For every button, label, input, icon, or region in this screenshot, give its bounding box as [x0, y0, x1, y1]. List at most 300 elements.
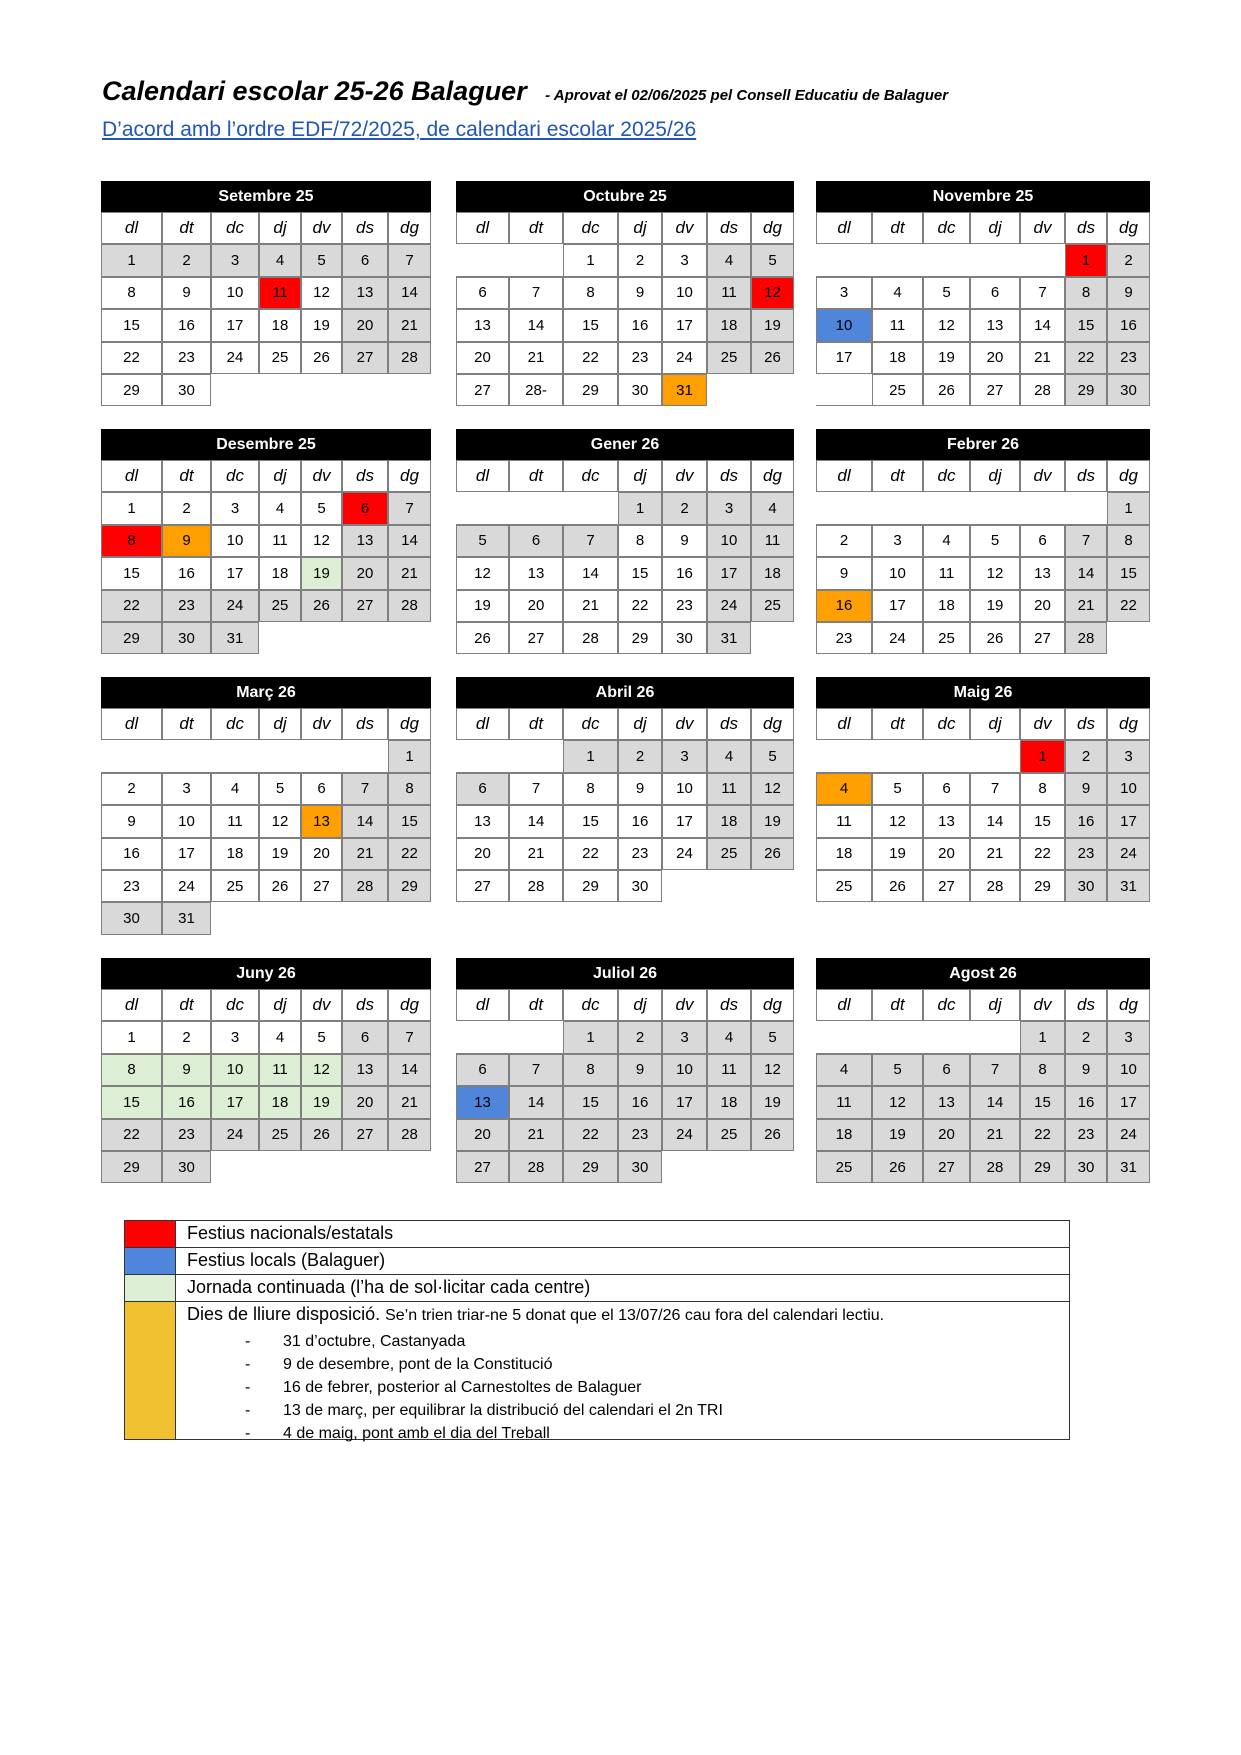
day-cell: 23 [1065, 838, 1107, 870]
weekday-header: ds [707, 708, 751, 740]
empty-day-cell [342, 740, 388, 772]
free-day-item: - 9 de desembre, pont de la Constitució [225, 1353, 723, 1376]
day-cell: 25 [872, 374, 923, 406]
order-link[interactable]: D’acord amb l’ordre EDF/72/2025, de calendari escolar 2025/26 [102, 118, 697, 141]
day-cell: 21 [509, 1119, 563, 1151]
day-cell: 13 [456, 805, 509, 837]
day-cell: 9 [101, 805, 162, 837]
day-cell: 8 [563, 277, 618, 309]
weekday-header: dt [509, 460, 563, 492]
empty-day-cell [872, 492, 923, 524]
day-cell: 3 [662, 244, 707, 276]
day-cell: 4 [923, 525, 970, 557]
day-cell: 3 [211, 244, 259, 276]
month-title: Abril 26 [456, 677, 794, 708]
day-cell: 6 [342, 244, 388, 276]
day-cell: 10 [662, 277, 707, 309]
day-cell: 20 [923, 838, 970, 870]
weekday-header: dl [456, 212, 509, 244]
weekday-header: dt [872, 989, 923, 1021]
weekday-header: dl [816, 460, 872, 492]
weekday-header: dc [211, 989, 259, 1021]
weekday-header: dc [211, 460, 259, 492]
day-cell: 28- [509, 374, 563, 406]
day-cell: 9 [1107, 277, 1150, 309]
day-cell: 19 [923, 342, 970, 374]
weekday-header: dj [618, 989, 662, 1021]
day-cell: 13 [342, 277, 388, 309]
weekday-header: dv [1020, 212, 1065, 244]
empty-day-cell [162, 740, 211, 772]
day-cell: 12 [301, 1054, 342, 1086]
weekday-header: dg [1107, 708, 1150, 740]
legend-national-label: Festius nacionals/estatals [187, 1223, 394, 1243]
empty-day-cell [456, 492, 509, 524]
day-cell: 17 [662, 309, 707, 341]
day-cell: 26 [751, 342, 794, 374]
day-cell: 27 [1020, 622, 1065, 654]
day-cell: 15 [563, 309, 618, 341]
approval-note: - Aprovat el 02/06/2025 pel Consell Educatiu de Balaguer [545, 87, 949, 104]
day-cell: 4 [259, 1021, 301, 1053]
local-holiday-swatch [125, 1248, 176, 1274]
free-day-item: - 13 de març, per equilibrar la distribució del calendari el 2n TRI [225, 1399, 723, 1422]
weekday-header: dt [162, 212, 211, 244]
day-cell: 28 [509, 870, 563, 902]
legend-local-label: Festius locals (Balaguer) [187, 1250, 386, 1270]
day-cell: 5 [259, 773, 301, 805]
day-cell: 6 [301, 773, 342, 805]
day-cell: 30 [101, 902, 162, 934]
day-cell: 22 [101, 342, 162, 374]
day-cell: 14 [1065, 557, 1107, 589]
empty-day-cell [816, 374, 872, 406]
month-title: Setembre 25 [101, 181, 431, 212]
day-cell: 24 [872, 622, 923, 654]
weekday-header: dt [162, 708, 211, 740]
day-cell: 20 [1020, 590, 1065, 622]
day-cell: 8 [101, 277, 162, 309]
day-cell: 6 [456, 773, 509, 805]
day-cell: 4 [707, 1021, 751, 1053]
day-cell: 16 [618, 309, 662, 341]
day-cell: 16 [162, 557, 211, 589]
empty-day-cell [456, 740, 509, 772]
day-cell: 6 [342, 1021, 388, 1053]
empty-day-cell [872, 1021, 923, 1053]
weekday-header: dv [662, 708, 707, 740]
day-cell: 23 [662, 590, 707, 622]
day-cell: 1 [563, 1021, 618, 1053]
weekday-header: dt [509, 708, 563, 740]
day-cell: 6 [923, 773, 970, 805]
calendar-title: Calendari escolar 25-26 Balaguer [102, 76, 527, 106]
weekday-header: dg [1107, 212, 1150, 244]
continuous-day-swatch [125, 1275, 176, 1301]
day-cell: 2 [618, 244, 662, 276]
day-cell: 2 [816, 525, 872, 557]
weekday-header: dt [162, 460, 211, 492]
day-cell: 16 [162, 309, 211, 341]
day-cell: 10 [816, 309, 872, 341]
day-cell: 31 [662, 374, 707, 406]
weekday-header: dt [872, 708, 923, 740]
weekday-header: dv [1020, 708, 1065, 740]
day-cell: 2 [1065, 740, 1107, 772]
weekday-header: ds [342, 212, 388, 244]
day-cell: 15 [1020, 805, 1065, 837]
empty-day-cell [456, 1021, 509, 1053]
day-cell: 7 [342, 773, 388, 805]
day-cell: 30 [162, 1151, 211, 1183]
weekday-header: dt [872, 460, 923, 492]
month-title: Gener 26 [456, 429, 794, 460]
empty-day-cell [970, 492, 1020, 524]
day-cell: 27 [923, 870, 970, 902]
day-cell: 16 [816, 590, 872, 622]
day-cell: 27 [923, 1151, 970, 1183]
weekday-header: dv [662, 989, 707, 1021]
day-cell: 20 [923, 1119, 970, 1151]
day-cell: 30 [618, 870, 662, 902]
day-cell: 14 [970, 805, 1020, 837]
day-cell: 19 [456, 590, 509, 622]
weekday-header: dl [101, 708, 162, 740]
empty-day-cell [923, 740, 970, 772]
day-cell: 19 [751, 309, 794, 341]
day-cell: 29 [563, 1151, 618, 1183]
day-cell: 21 [388, 309, 431, 341]
day-cell: 29 [388, 870, 431, 902]
day-cell: 6 [342, 492, 388, 524]
day-cell: 25 [816, 870, 872, 902]
day-cell: 10 [662, 773, 707, 805]
day-cell: 15 [563, 1086, 618, 1118]
day-cell: 12 [970, 557, 1020, 589]
weekday-header: dl [816, 989, 872, 1021]
day-cell: 2 [101, 773, 162, 805]
day-cell: 28 [509, 1151, 563, 1183]
weekday-header: dv [662, 460, 707, 492]
day-cell: 2 [1065, 1021, 1107, 1053]
day-cell: 13 [923, 1086, 970, 1118]
day-cell: 22 [1020, 1119, 1065, 1151]
day-cell: 20 [342, 309, 388, 341]
weekday-header: ds [1065, 212, 1107, 244]
weekday-header: dg [751, 460, 794, 492]
day-cell: 3 [872, 525, 923, 557]
day-cell: 15 [388, 805, 431, 837]
day-cell: 14 [342, 805, 388, 837]
day-cell: 15 [101, 557, 162, 589]
day-cell: 19 [751, 1086, 794, 1118]
legend-local [125, 1248, 1069, 1275]
empty-day-cell [816, 740, 872, 772]
day-cell: 18 [211, 838, 259, 870]
day-cell: 16 [101, 838, 162, 870]
day-cell: 12 [259, 805, 301, 837]
day-cell: 20 [456, 342, 509, 374]
empty-day-cell [563, 492, 618, 524]
weekday-header: dj [618, 460, 662, 492]
day-cell: 7 [509, 1054, 563, 1086]
weekday-header: dt [509, 212, 563, 244]
day-cell: 18 [259, 1086, 301, 1118]
day-cell: 18 [923, 590, 970, 622]
day-cell: 17 [872, 590, 923, 622]
weekday-header: dv [662, 212, 707, 244]
day-cell: 2 [618, 1021, 662, 1053]
day-cell: 22 [101, 1119, 162, 1151]
day-cell: 21 [388, 557, 431, 589]
weekday-header: dc [211, 212, 259, 244]
day-cell: 13 [509, 557, 563, 589]
weekday-header: dl [816, 212, 872, 244]
day-cell: 10 [872, 557, 923, 589]
empty-day-cell [509, 1021, 563, 1053]
day-cell: 21 [1020, 342, 1065, 374]
day-cell: 26 [872, 1151, 923, 1183]
weekday-header: dl [456, 989, 509, 1021]
day-cell: 4 [751, 492, 794, 524]
day-cell: 11 [816, 805, 872, 837]
day-cell: 16 [1107, 309, 1150, 341]
day-cell: 17 [1107, 805, 1150, 837]
day-cell: 15 [1020, 1086, 1065, 1118]
day-cell: 8 [388, 773, 431, 805]
day-cell: 22 [1107, 590, 1150, 622]
day-cell: 27 [456, 1151, 509, 1183]
day-cell: 29 [101, 1151, 162, 1183]
day-cell: 21 [970, 838, 1020, 870]
empty-day-cell [1020, 244, 1065, 276]
day-cell: 7 [970, 773, 1020, 805]
day-cell: 31 [162, 902, 211, 934]
day-cell: 8 [618, 525, 662, 557]
legend-free-title: Dies de lliure disposició. [187, 1304, 381, 1324]
day-cell: 22 [1065, 342, 1107, 374]
day-cell: 7 [1020, 277, 1065, 309]
day-cell: 20 [342, 557, 388, 589]
month-title: Juny 26 [101, 958, 431, 989]
day-cell: 3 [662, 1021, 707, 1053]
day-cell: 18 [872, 342, 923, 374]
day-cell: 20 [509, 590, 563, 622]
empty-day-cell [816, 244, 872, 276]
weekday-header: dj [970, 460, 1020, 492]
day-cell: 20 [342, 1086, 388, 1118]
month-title: Octubre 25 [456, 181, 794, 212]
day-cell: 26 [751, 838, 794, 870]
day-cell: 6 [923, 1054, 970, 1086]
empty-day-cell [970, 244, 1020, 276]
day-cell: 11 [259, 1054, 301, 1086]
legend [124, 1220, 1070, 1440]
weekday-header: dt [509, 989, 563, 1021]
day-cell: 1 [388, 740, 431, 772]
weekday-header: dg [388, 708, 431, 740]
weekday-header: ds [342, 989, 388, 1021]
day-cell: 28 [970, 870, 1020, 902]
day-cell: 1 [1065, 244, 1107, 276]
day-cell: 11 [707, 277, 751, 309]
day-cell: 3 [162, 773, 211, 805]
day-cell: 2 [162, 244, 211, 276]
weekday-header: dj [970, 989, 1020, 1021]
day-cell: 1 [1107, 492, 1150, 524]
day-cell: 14 [388, 1054, 431, 1086]
day-cell: 18 [707, 1086, 751, 1118]
day-cell: 17 [1107, 1086, 1150, 1118]
day-cell: 30 [162, 622, 211, 654]
day-cell: 11 [259, 277, 301, 309]
day-cell: 22 [1020, 838, 1065, 870]
weekday-header: dc [211, 708, 259, 740]
day-cell: 16 [1065, 1086, 1107, 1118]
day-cell: 19 [259, 838, 301, 870]
day-cell: 24 [162, 870, 211, 902]
weekday-header: dg [751, 989, 794, 1021]
day-cell: 3 [816, 277, 872, 309]
day-cell: 14 [509, 805, 563, 837]
legend-continuous [125, 1275, 1069, 1302]
weekday-header: dg [388, 989, 431, 1021]
day-cell: 16 [1065, 805, 1107, 837]
day-cell: 31 [707, 622, 751, 654]
day-cell: 26 [301, 1119, 342, 1151]
day-cell: 9 [816, 557, 872, 589]
empty-day-cell [509, 244, 563, 276]
day-cell: 22 [563, 342, 618, 374]
legend-free-days [125, 1302, 1069, 1442]
day-cell: 25 [923, 622, 970, 654]
day-cell: 9 [1065, 1054, 1107, 1086]
legend-national [125, 1221, 1069, 1248]
day-cell: 31 [1107, 870, 1150, 902]
day-cell: 8 [101, 1054, 162, 1086]
weekday-header: dc [923, 460, 970, 492]
day-cell: 9 [162, 1054, 211, 1086]
day-cell: 6 [456, 1054, 509, 1086]
day-cell: 11 [751, 525, 794, 557]
day-cell: 24 [211, 1119, 259, 1151]
day-cell: 25 [816, 1151, 872, 1183]
weekday-header: ds [707, 460, 751, 492]
day-cell: 17 [707, 557, 751, 589]
day-cell: 24 [1107, 1119, 1150, 1151]
weekday-header: dc [923, 708, 970, 740]
day-cell: 5 [970, 525, 1020, 557]
day-cell: 30 [162, 374, 211, 406]
empty-day-cell [1020, 492, 1065, 524]
day-cell: 10 [662, 1054, 707, 1086]
day-cell: 14 [388, 277, 431, 309]
weekday-header: dj [259, 989, 301, 1021]
day-cell: 18 [816, 1119, 872, 1151]
weekday-header: dg [388, 460, 431, 492]
day-cell: 27 [342, 342, 388, 374]
day-cell: 16 [662, 557, 707, 589]
day-cell: 1 [563, 244, 618, 276]
day-cell: 29 [101, 622, 162, 654]
day-cell: 14 [509, 1086, 563, 1118]
empty-day-cell [970, 1021, 1020, 1053]
day-cell: 1 [1020, 740, 1065, 772]
day-cell: 17 [662, 805, 707, 837]
day-cell: 20 [456, 1119, 509, 1151]
day-cell: 26 [301, 590, 342, 622]
day-cell: 16 [618, 1086, 662, 1118]
day-cell: 19 [301, 557, 342, 589]
day-cell: 2 [1107, 244, 1150, 276]
day-cell: 6 [456, 277, 509, 309]
day-cell: 23 [1065, 1119, 1107, 1151]
day-cell: 5 [751, 244, 794, 276]
day-cell: 17 [211, 557, 259, 589]
day-cell: 19 [751, 805, 794, 837]
day-cell: 1 [1020, 1021, 1065, 1053]
day-cell: 7 [970, 1054, 1020, 1086]
day-cell: 27 [456, 374, 509, 406]
empty-day-cell [509, 492, 563, 524]
day-cell: 5 [751, 1021, 794, 1053]
month-title: Agost 26 [816, 958, 1150, 989]
day-cell: 18 [259, 557, 301, 589]
free-day-item: - 4 de maig, pont amb el dia del Treball [225, 1422, 723, 1445]
day-cell: 27 [509, 622, 563, 654]
weekday-header: dc [563, 212, 618, 244]
day-cell: 3 [211, 492, 259, 524]
day-cell: 30 [618, 1151, 662, 1183]
day-cell: 30 [1065, 1151, 1107, 1183]
weekday-header: ds [342, 460, 388, 492]
day-cell: 15 [101, 1086, 162, 1118]
day-cell: 5 [456, 525, 509, 557]
weekday-header: dt [872, 212, 923, 244]
day-cell: 26 [923, 374, 970, 406]
day-cell: 11 [872, 309, 923, 341]
day-cell: 21 [388, 1086, 431, 1118]
weekday-header: dv [301, 212, 342, 244]
weekday-header: dg [1107, 460, 1150, 492]
day-cell: 2 [618, 740, 662, 772]
weekday-header: dv [301, 708, 342, 740]
weekday-header: dc [563, 708, 618, 740]
day-cell: 13 [301, 805, 342, 837]
day-cell: 5 [301, 244, 342, 276]
day-cell: 28 [388, 590, 431, 622]
weekday-header: ds [1065, 460, 1107, 492]
empty-day-cell [301, 740, 342, 772]
day-cell: 10 [211, 277, 259, 309]
day-cell: 14 [388, 525, 431, 557]
day-cell: 30 [662, 622, 707, 654]
day-cell: 2 [162, 492, 211, 524]
day-cell: 27 [301, 870, 342, 902]
empty-day-cell [923, 492, 970, 524]
empty-day-cell [509, 740, 563, 772]
day-cell: 18 [816, 838, 872, 870]
day-cell: 12 [301, 525, 342, 557]
day-cell: 14 [509, 309, 563, 341]
day-cell: 24 [662, 1119, 707, 1151]
empty-day-cell [923, 1021, 970, 1053]
day-cell: 3 [1107, 1021, 1150, 1053]
day-cell: 26 [970, 622, 1020, 654]
legend-free-note: Se’n trien triar-ne 5 donat que el 13/07/26 cau fora del calendari lectiu. [385, 1307, 885, 1324]
weekday-header: ds [1065, 989, 1107, 1021]
day-cell: 7 [509, 773, 563, 805]
